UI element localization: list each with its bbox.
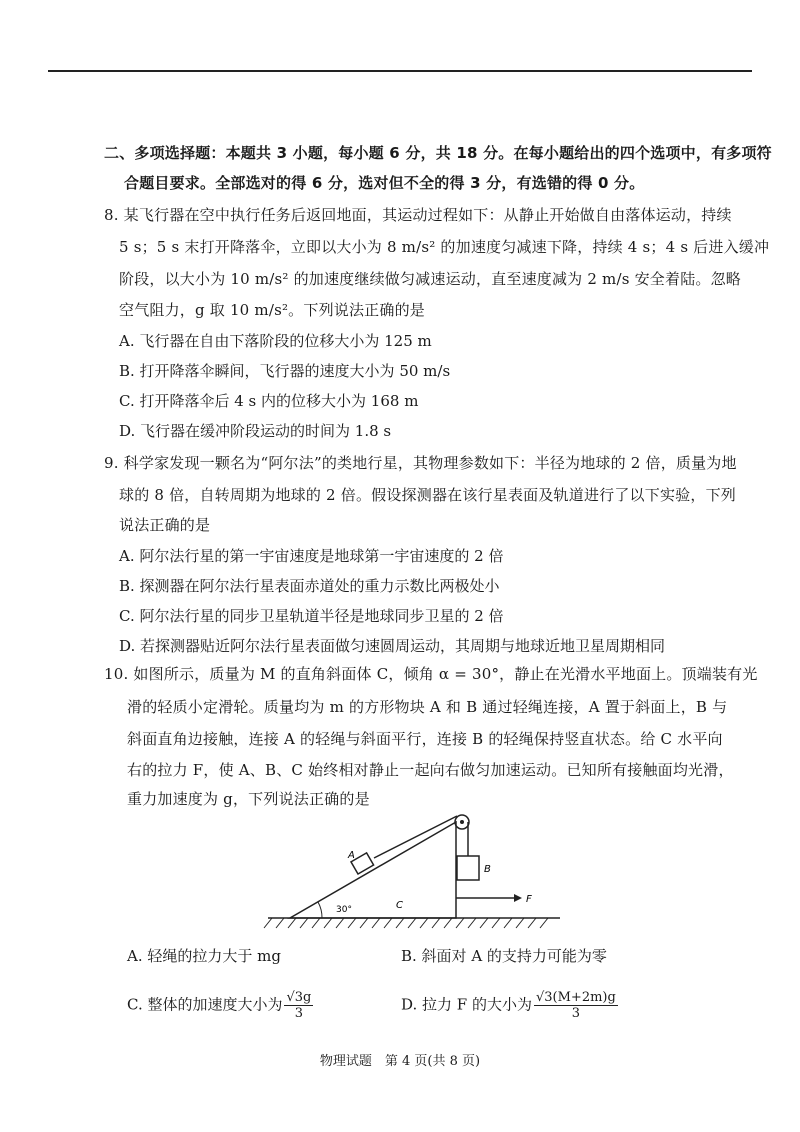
q9-option-a: A. 阿尔法行星的第一宇宙速度是地球第一宇宙速度的 2 倍: [119, 547, 504, 565]
q8-stem-line: 阶段，以大小为 10 m/s² 的加速度继续做匀减速运动，直至速度减为 2 m/s 安全着陆。忽略: [119, 270, 742, 288]
q8-option-d: D. 飞行器在缓冲阶段运动的时间为 1.8 s: [119, 422, 392, 440]
q9-stem-line: 球的 8 倍，自转周期为地球的 2 倍。假设探测器在该行星表面及轨道进行了以下实验，下列: [119, 486, 736, 504]
q9-stem-line: 说法正确的是: [119, 516, 211, 534]
q10-option-d: [401, 990, 618, 1021]
angle-label: 30°: [336, 905, 352, 915]
q10-stem-line: 右的拉力 F，使 A、B、C 始终相对静止一起向右做匀加速运动。已知所有接触面均光滑，: [127, 761, 734, 779]
fraction-denominator: 3: [571, 1006, 581, 1021]
q9-stem-line: 9. 科学家发现一颗名为“阿尔法”的类地行星，其物理参数如下：半径为地球的 2 倍，质量为地: [104, 454, 737, 472]
label-c: C: [396, 900, 403, 911]
force-arrow-head: [514, 894, 522, 902]
q10-stem-line: 滑的轻质小定滑轮。质量均为 m 的方形物块 A 和 B 通过轻绳连接，A 置于斜面上，B 与: [127, 698, 728, 716]
q8-stem-line: 8. 某飞行器在空中执行任务后返回地面，其运动过程如下：从静止开始做自由落体运动，持续: [104, 206, 732, 224]
q9-option-c: C. 阿尔法行星的同步卫星轨道半径是地球同步卫星的 2 倍: [119, 607, 504, 625]
fraction-numerator: √3(M+2m)g: [535, 990, 616, 1005]
page-footer: 物理试题 第 4 页(共 8 页): [319, 1054, 481, 1069]
angle-arc: [318, 902, 322, 918]
label-b: B: [484, 864, 491, 875]
q10-option-b: B. 斜面对 A 的支持力可能为零: [401, 947, 607, 965]
q9-option-d: D. 若探测器贴近阿尔法行星表面做匀速圆周运动，其周期与地球近地卫星周期相同: [119, 637, 666, 655]
q8-option-b: B. 打开降落伞瞬间，飞行器的速度大小为 50 m/s: [119, 362, 451, 380]
q10-option-a: A. 轻绳的拉力大于 mg: [127, 947, 281, 965]
incline-c: [290, 822, 456, 918]
rope-a: [374, 816, 457, 858]
label-a: A: [348, 850, 355, 861]
fraction-denominator: 3: [294, 1006, 304, 1021]
q10-stem-line: 斜面直角边接触，连接 A 的轻绳与斜面平行，连接 B 的轻绳保持竖直状态。给 C 水平向: [127, 730, 723, 748]
q8-option-c: C. 打开降落伞后 4 s 内的位移大小为 168 m: [119, 392, 419, 410]
top-rule: [48, 70, 752, 72]
q8-stem-line: 5 s；5 s 末打开降落伞，立即以大小为 8 m/s² 的加速度匀减速下降，持续 4 s；4 s 后进入缓冲: [119, 238, 770, 256]
incline-pulley-figure: [260, 808, 560, 940]
q10-option-c-prefix: C. 整体的加速度大小为: [127, 995, 283, 1014]
q10-stem-line: 重力加速度为 g，下列说法正确的是: [127, 790, 370, 808]
section-header-line2: 合题目要求。全部选对的得 6 分，选对但不全的得 3 分，有选错的得 0 分。: [124, 174, 645, 192]
q10-stem-line: 10. 如图所示，质量为 M 的直角斜面体 C，倾角 α = 30°，静止在光滑水平地面上。顶端装有光: [104, 665, 758, 683]
q10-option-d-fraction: [534, 990, 618, 1021]
q10-option-c: [127, 990, 313, 1021]
pulley-axle: [460, 820, 464, 824]
q8-option-a: A. 飞行器在自由下落阶段的位移大小为 125 m: [119, 332, 432, 350]
q10-option-d-prefix: D. 拉力 F 的大小为: [401, 995, 532, 1014]
fraction-numerator: √3g: [286, 990, 312, 1005]
section-header-line1: 二、多项选择题：本题共 3 小题，每小题 6 分，共 18 分。在每小题给出的四个选项中，有多项符: [104, 144, 772, 162]
label-f: F: [526, 894, 532, 905]
block-b: [457, 856, 479, 880]
ground-hatching: [264, 918, 548, 928]
q10-option-c-fraction: [284, 990, 313, 1021]
q9-option-b: B. 探测器在阿尔法行星表面赤道处的重力示数比两极处小: [119, 577, 500, 595]
q8-stem-line: 空气阻力，g 取 10 m/s²。下列说法正确的是: [119, 301, 425, 319]
